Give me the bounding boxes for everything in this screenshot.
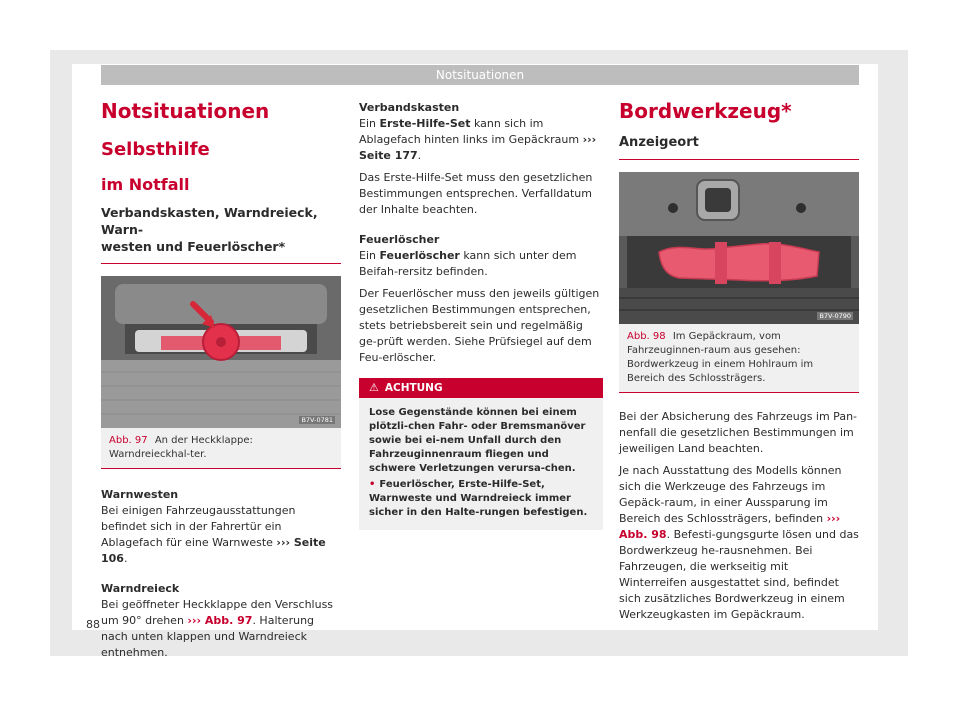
verbandskasten-p1-b: kann sich im Ablagefach hinten links im Gepäckraum [359,117,580,146]
bordwerkzeug-p1: Bei der Absicherung des Fahrzeugs im Pan-nenfall die gesetzlichen Bestimmungen im jeweiligen Land beachten. [619,410,858,455]
tailgate-illustration [101,276,341,428]
seite-177-link[interactable]: ››› Seite 177 [359,133,597,162]
verbandskasten-p1 [359,116,603,164]
seite-106-link[interactable]: ››› Seite 106 [101,536,326,565]
chapter-title: Notsituationen [101,99,270,123]
verbandskasten-p2: Das Erste-Hilfe-Set muss den gesetzlichen Bestimmungen entsprechen. Verfalldatum der Inhalte beachten. [359,171,593,216]
figure-97 [101,276,341,469]
verbandskasten-heading: Verbandskasten [359,101,460,114]
topic-title-line2: westen und Feuerlöscher* [101,239,286,254]
figure-caption-text: An der Heckklappe: Warndreieckhal-ter. [109,435,253,460]
warndreieck-body: Bei geöffneter Heckklappe den Verschluss um 90° drehen [101,598,334,627]
subsection-title: im Notfall [101,175,190,194]
warnwesten-end: . [123,552,128,565]
figure-code: B7V-0781 [301,416,333,424]
topic-title [101,204,341,264]
warnwesten-text [101,503,341,567]
page-number: 88 [86,618,100,631]
warning-bullet-text: Feuerlöscher, Erste-Hilfe-Set, Warnweste und Warndreieck immer sicher in den Halte-rungen befestigen. [369,479,588,518]
feuerloescher-p2: Der Feuerlöscher muss den jeweils gültigen gesetzlichen Bestimmungen entsprechen, stets betriebsbereit sein und regelmäßig ge-prüft werden. Siehe Prüfsiegel auf dem Feu-erlöscher. [359,287,600,364]
verbandskasten-p1-a: Ein [359,117,376,130]
warning-title: ACHTUNG [384,382,443,394]
warning-bullet-item [369,478,593,520]
anzeigeort-title: Anzeigeort [619,134,859,160]
feuerloescher-term: Feuerlöscher [379,249,460,262]
verbandskasten-p1-end: . [417,149,422,162]
warning-body [359,398,603,530]
figure-98 [619,172,859,393]
figure-number: Abb. 97 [109,435,148,446]
warning-triangle-icon: ⚠ [369,381,379,394]
toolkit-illustration [619,172,859,324]
bordwerkzeug-title: Bordwerkzeug* [619,99,792,123]
column-left [101,96,341,661]
warndreieck-end: . Halterung nach unten klappen und Warndreieck entnehmen. [101,614,315,659]
feuerloescher-p1 [359,248,603,280]
tailgate-photo [101,276,341,428]
figure-caption-text-98: Im Gepäckraum, vom Fahrzeuginnen-raum aus gesehen: Bordwerkzeug in einem Hohlraum im Bereich des Schlossträgers. [627,331,814,384]
bordwerkzeug-p2 [619,463,859,623]
figure-number-98: Abb. 98 [627,331,666,342]
bullet-icon: • [369,479,376,490]
feuerloescher-p1-b: kann sich unter dem Beifah-rersitz befinden. [359,249,577,278]
feuerloescher-p1-a: Ein [359,249,376,262]
warning-paragraph: Lose Gegenstände können bei einem plötzli-chen Fahr- oder Bremsmanöver sowie bei ei-nem Unfall durch den Fahrzeuginnenraum fliegen und schwere Verletzungen verursa-chen. [369,407,586,474]
warndreieck-text [101,597,341,661]
section-title: Selbsthilfe [101,139,210,160]
page-header: Notsituationen [101,65,859,85]
column-middle [359,100,603,530]
erste-hilfe-set-term: Erste-Hilfe-Set [379,117,471,130]
feuerloescher-heading: Feuerlöscher [359,233,440,246]
figure-code-98: B7V-0790 [819,312,851,320]
bordwerkzeug-p2-a: Je nach Ausstattung des Modells können sich die Werkzeuge des Fahrzeugs im Gepäck-raum, in einer Aussparung im Bereich des Schlossträgers, befinden [619,464,842,525]
abb-97-link[interactable]: ››› Abb. 97 [187,614,253,627]
column-right [619,96,859,623]
figure-caption [101,428,341,468]
warndreieck-heading: Warndreieck [101,582,180,595]
warnwesten-body: Bei einigen Fahrzeugausstattungen befindet sich in der Fahrertür ein Ablagefach für eine Warnweste [101,504,296,549]
warnwesten-heading: Warnwesten [101,488,179,501]
warning-header [359,378,603,398]
warning-box [359,378,603,530]
figure-caption-98 [619,324,859,392]
abb-98-link[interactable]: ››› Abb. 98 [619,512,841,541]
topic-title-line1: Verbandskasten, Warndreieck, Warn- [101,205,318,237]
bordwerkzeug-p2-b: . Befesti-gungsgurte lösen und das Bordwerkzeug he-rausnehmen. Bei Fahrzeugen, die werkseitig mit Winterreifen ausgestattet sind, befindet sich zusätzliches Bordwerkzeug in einem Werkzeugkasten im Gepäckraum. [619,528,859,621]
toolkit-photo [619,172,859,324]
